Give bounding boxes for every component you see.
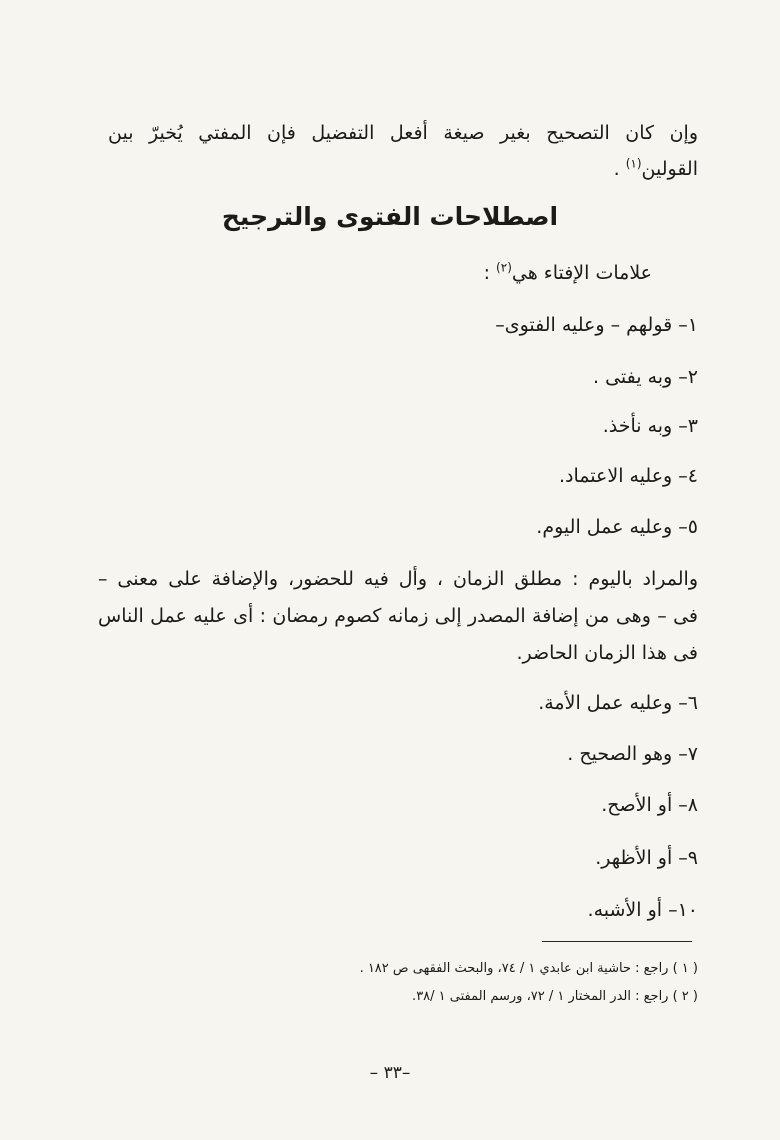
signs-label-line: [62, 260, 652, 286]
intro-line-2-text: القولين: [641, 158, 698, 180]
explanation-line-2: فى – وهى من إضافة المصدر إلى زمانه كصوم رمضان : أى عليه عمل الناس: [98, 605, 698, 627]
list-item: ٣– وبه نأخذ.: [602, 415, 698, 437]
footnote-1: ( ١ ) راجع : حاشية ابن عابدي ١ / ٧٤، والبحث الفقهى ص ١٨٢ .: [359, 961, 698, 976]
intro-line-2-end: .: [613, 158, 620, 180]
list-item: ٦– وعليه عمل الأمة.: [538, 692, 698, 714]
footnote-divider: [542, 941, 692, 942]
explanation-line-1: والمراد باليوم : مطلق الزمان ، وأل فيه للحضور، والإضافة على معنى –: [98, 568, 698, 590]
list-item: ٩– أو الأظهر.: [595, 847, 698, 869]
page-number: –٣٣ –: [369, 1063, 411, 1083]
intro-line-2: [108, 156, 698, 182]
footnote-ref-2[interactable]: (٢): [496, 260, 512, 275]
list-item: ٥– وعليه عمل اليوم.: [536, 516, 698, 538]
list-item: ٤– وعليه الاعتماد.: [559, 465, 698, 487]
list-item: ١٠– أو الأشبه.: [587, 899, 698, 921]
footnote-2: ( ٢ ) راجع : الدر المختار ١ / ٧٢، ورسم المفتى ١ /٣٨.: [412, 989, 698, 1004]
list-item: ١– قولهم – وعليه الفتوى–: [495, 314, 698, 336]
section-heading: اصطلاحات الفتوى والترجيح: [221, 202, 559, 231]
list-item: ٧– وهو الصحيح .: [567, 743, 698, 765]
signs-label: علامات الإفتاء هي: [511, 262, 652, 284]
list-item: ٢– وبه يفتى .: [593, 366, 698, 388]
footnote-ref-1[interactable]: (١): [625, 156, 642, 171]
signs-colon: :: [483, 262, 490, 284]
intro-line-1: وإن كان التصحيح بغير صيغة أفعل التفضيل فإن المفتي يُخيرّ بين: [108, 122, 698, 144]
explanation-line-3: فى هذا الزمان الحاضر.: [516, 642, 698, 664]
list-item: ٨– أو الأصح.: [601, 794, 698, 816]
